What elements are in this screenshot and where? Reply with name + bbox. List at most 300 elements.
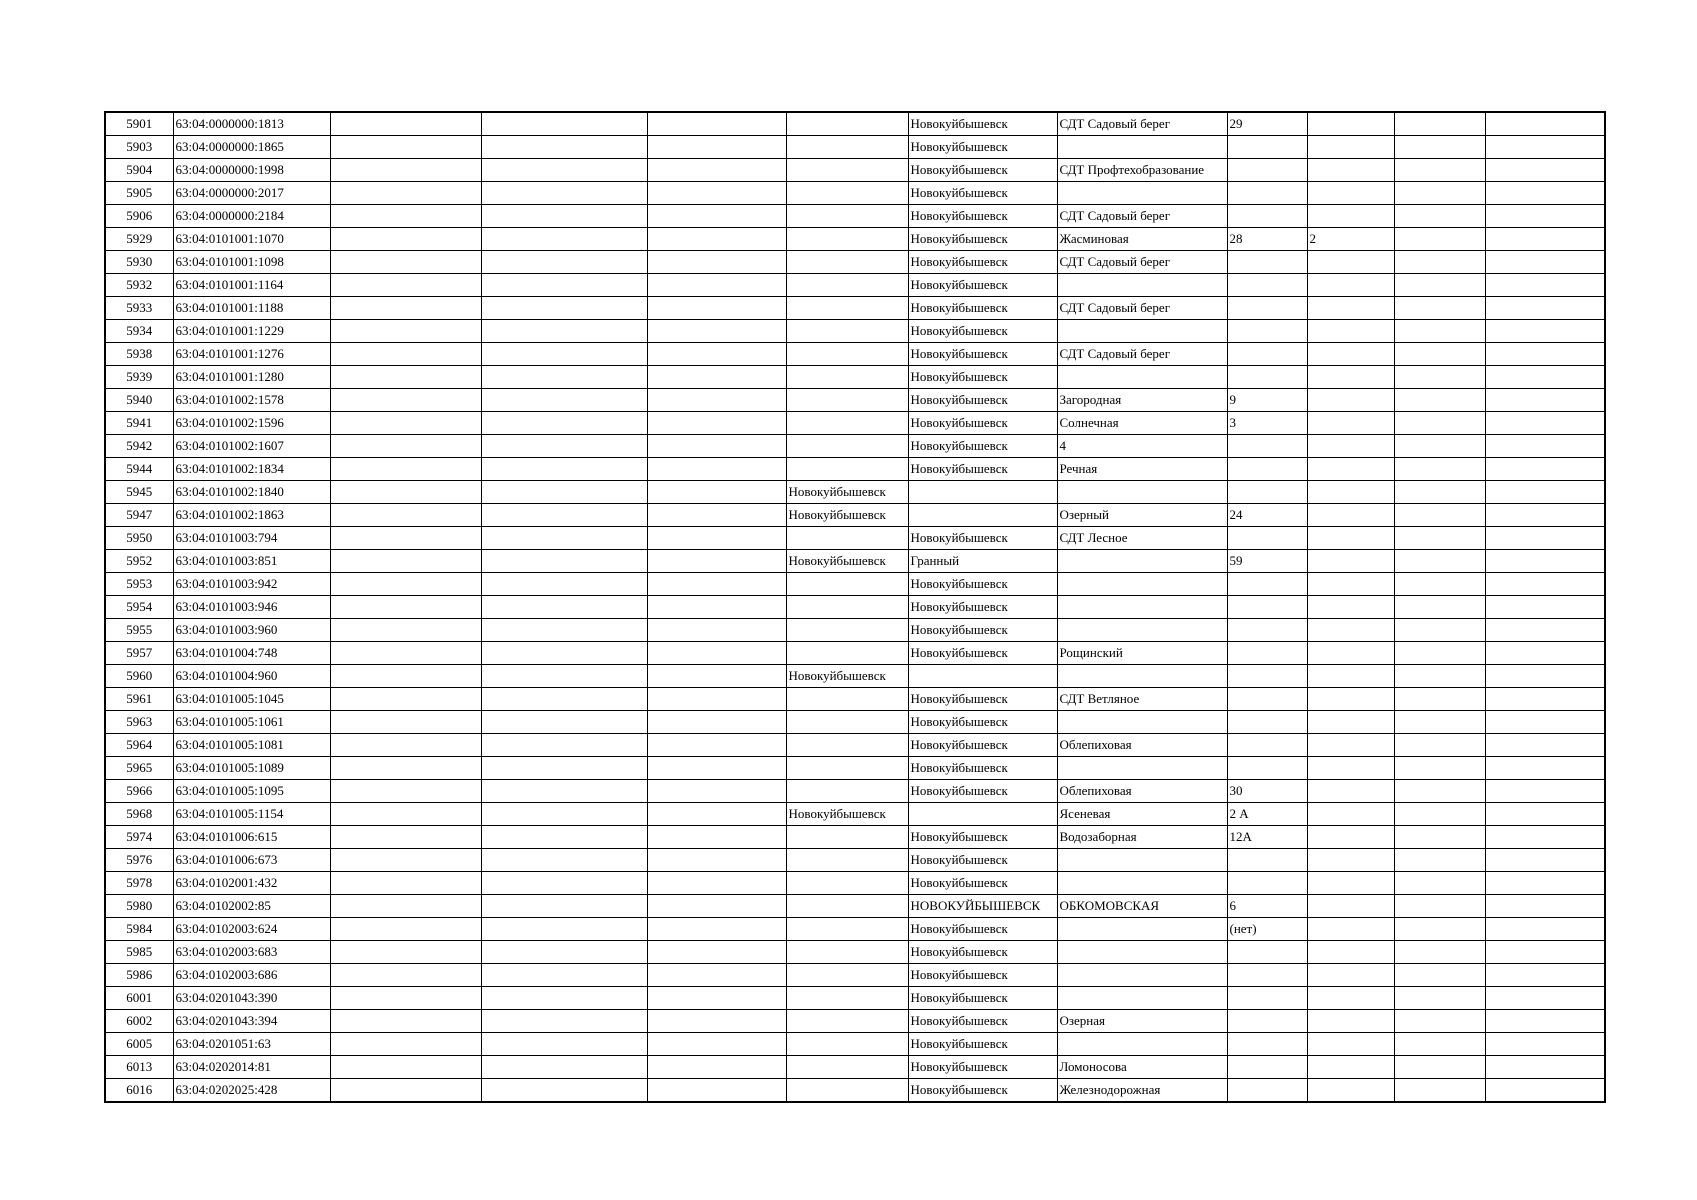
street-cell — [1057, 711, 1227, 734]
column-12-cell — [1485, 849, 1605, 872]
cadastral-number-cell: 63:04:0101002:1834 — [173, 458, 330, 481]
column-6-cell — [786, 964, 908, 987]
column-4-cell — [481, 734, 647, 757]
column-11-cell — [1394, 757, 1485, 780]
column-4-cell — [481, 366, 647, 389]
street-cell: Облепиховая — [1057, 734, 1227, 757]
column-3-cell — [330, 320, 481, 343]
column-3-cell — [330, 412, 481, 435]
column-4-cell — [481, 711, 647, 734]
column-3-cell — [330, 619, 481, 642]
column-5-cell — [647, 1079, 786, 1103]
column-12-cell — [1485, 112, 1605, 136]
column-4-cell — [481, 504, 647, 527]
column-3-cell — [330, 550, 481, 573]
table-row — [105, 826, 1605, 849]
city-cell: Новокуйбышевск — [908, 159, 1057, 182]
column-3-cell — [330, 573, 481, 596]
row-number-cell: 5963 — [105, 711, 173, 734]
cadastral-number-cell: 63:04:0101005:1154 — [173, 803, 330, 826]
column-12-cell — [1485, 1033, 1605, 1056]
table-row — [105, 665, 1605, 688]
building-cell — [1307, 366, 1394, 389]
column-4-cell — [481, 182, 647, 205]
table-row — [105, 504, 1605, 527]
column-4-cell — [481, 458, 647, 481]
table-row — [105, 1079, 1605, 1103]
column-3-cell — [330, 941, 481, 964]
column-4-cell — [481, 550, 647, 573]
column-4-cell — [481, 665, 647, 688]
column-6-cell: Новокуйбышевск — [786, 481, 908, 504]
column-11-cell — [1394, 619, 1485, 642]
row-number-cell: 5966 — [105, 780, 173, 803]
house-number-cell — [1227, 757, 1307, 780]
row-number-cell: 5985 — [105, 941, 173, 964]
building-cell — [1307, 872, 1394, 895]
column-3-cell — [330, 872, 481, 895]
city-cell: Новокуйбышевск — [908, 619, 1057, 642]
column-4-cell — [481, 596, 647, 619]
cadastral-number-cell: 63:04:0101005:1061 — [173, 711, 330, 734]
building-cell — [1307, 251, 1394, 274]
column-12-cell — [1485, 320, 1605, 343]
city-cell: Новокуйбышевск — [908, 205, 1057, 228]
building-cell — [1307, 1010, 1394, 1033]
column-3-cell — [330, 803, 481, 826]
column-12-cell — [1485, 182, 1605, 205]
city-cell: Новокуйбышевск — [908, 343, 1057, 366]
row-number-cell: 5955 — [105, 619, 173, 642]
column-4-cell — [481, 297, 647, 320]
street-cell — [1057, 619, 1227, 642]
cadastral-number-cell: 63:04:0101002:1863 — [173, 504, 330, 527]
column-5-cell — [647, 1033, 786, 1056]
house-number-cell — [1227, 435, 1307, 458]
row-number-cell: 5904 — [105, 159, 173, 182]
column-12-cell — [1485, 826, 1605, 849]
building-cell — [1307, 1056, 1394, 1079]
column-6-cell — [786, 757, 908, 780]
column-3-cell — [330, 665, 481, 688]
table-row — [105, 435, 1605, 458]
column-3-cell — [330, 389, 481, 412]
row-number-cell: 5934 — [105, 320, 173, 343]
column-5-cell — [647, 159, 786, 182]
column-3-cell — [330, 136, 481, 159]
building-cell — [1307, 941, 1394, 964]
column-11-cell — [1394, 412, 1485, 435]
building-cell — [1307, 1079, 1394, 1103]
cadastral-number-cell: 63:04:0101005:1045 — [173, 688, 330, 711]
column-5-cell — [647, 895, 786, 918]
city-cell — [908, 481, 1057, 504]
column-6-cell — [786, 642, 908, 665]
column-12-cell — [1485, 941, 1605, 964]
street-cell — [1057, 964, 1227, 987]
street-cell: Жасминовая — [1057, 228, 1227, 251]
row-number-cell: 5929 — [105, 228, 173, 251]
table-row — [105, 297, 1605, 320]
street-cell: Загородная — [1057, 389, 1227, 412]
column-11-cell — [1394, 826, 1485, 849]
column-11-cell — [1394, 504, 1485, 527]
column-12-cell — [1485, 481, 1605, 504]
column-12-cell — [1485, 159, 1605, 182]
street-cell — [1057, 757, 1227, 780]
building-cell — [1307, 435, 1394, 458]
table-row — [105, 205, 1605, 228]
building-cell — [1307, 297, 1394, 320]
house-number-cell — [1227, 481, 1307, 504]
house-number-cell — [1227, 343, 1307, 366]
street-cell — [1057, 596, 1227, 619]
column-5-cell — [647, 481, 786, 504]
table-row — [105, 481, 1605, 504]
column-12-cell — [1485, 274, 1605, 297]
house-number-cell — [1227, 1010, 1307, 1033]
row-number-cell: 5903 — [105, 136, 173, 159]
house-number-cell: 12А — [1227, 826, 1307, 849]
column-4-cell — [481, 274, 647, 297]
column-5-cell — [647, 550, 786, 573]
cadastral-number-cell: 63:04:0101003:794 — [173, 527, 330, 550]
cadastral-number-cell: 63:04:0102003:683 — [173, 941, 330, 964]
house-number-cell — [1227, 941, 1307, 964]
row-number-cell: 5939 — [105, 366, 173, 389]
building-cell — [1307, 136, 1394, 159]
column-6-cell — [786, 895, 908, 918]
row-number-cell: 5940 — [105, 389, 173, 412]
column-12-cell — [1485, 964, 1605, 987]
column-4-cell — [481, 320, 647, 343]
city-cell: Новокуйбышевск — [908, 274, 1057, 297]
city-cell: Новокуйбышевск — [908, 389, 1057, 412]
building-cell — [1307, 665, 1394, 688]
column-6-cell — [786, 1056, 908, 1079]
column-5-cell — [647, 918, 786, 941]
column-5-cell — [647, 1010, 786, 1033]
column-4-cell — [481, 803, 647, 826]
column-11-cell — [1394, 642, 1485, 665]
cadastral-number-cell: 63:04:0101006:615 — [173, 826, 330, 849]
row-number-cell: 5980 — [105, 895, 173, 918]
house-number-cell: 9 — [1227, 389, 1307, 412]
column-12-cell — [1485, 1010, 1605, 1033]
column-12-cell — [1485, 527, 1605, 550]
table-row — [105, 550, 1605, 573]
table-row — [105, 389, 1605, 412]
cadastral-number-cell: 63:04:0000000:2017 — [173, 182, 330, 205]
column-3-cell — [330, 274, 481, 297]
column-5-cell — [647, 941, 786, 964]
building-cell — [1307, 1033, 1394, 1056]
column-11-cell — [1394, 734, 1485, 757]
house-number-cell: 6 — [1227, 895, 1307, 918]
column-3-cell — [330, 1079, 481, 1103]
street-cell: Железнодорожная — [1057, 1079, 1227, 1103]
column-4-cell — [481, 688, 647, 711]
table-row — [105, 458, 1605, 481]
column-6-cell — [786, 711, 908, 734]
column-11-cell — [1394, 780, 1485, 803]
column-11-cell — [1394, 1010, 1485, 1033]
house-number-cell — [1227, 849, 1307, 872]
column-6-cell — [786, 1033, 908, 1056]
column-4-cell — [481, 964, 647, 987]
table-row — [105, 895, 1605, 918]
house-number-cell — [1227, 1033, 1307, 1056]
house-number-cell: (нет) — [1227, 918, 1307, 941]
column-12-cell — [1485, 412, 1605, 435]
house-number-cell — [1227, 366, 1307, 389]
city-cell — [908, 504, 1057, 527]
cadastral-number-cell: 63:04:0101002:1840 — [173, 481, 330, 504]
column-4-cell — [481, 619, 647, 642]
column-5-cell — [647, 504, 786, 527]
column-12-cell — [1485, 619, 1605, 642]
building-cell — [1307, 458, 1394, 481]
column-11-cell — [1394, 895, 1485, 918]
column-6-cell — [786, 136, 908, 159]
house-number-cell: 29 — [1227, 112, 1307, 136]
column-11-cell — [1394, 665, 1485, 688]
column-5-cell — [647, 573, 786, 596]
building-cell — [1307, 389, 1394, 412]
house-number-cell — [1227, 688, 1307, 711]
column-4-cell — [481, 1079, 647, 1103]
column-3-cell — [330, 826, 481, 849]
column-11-cell — [1394, 136, 1485, 159]
column-5-cell — [647, 366, 786, 389]
building-cell — [1307, 826, 1394, 849]
column-12-cell — [1485, 780, 1605, 803]
city-cell: Новокуйбышевск — [908, 688, 1057, 711]
column-4-cell — [481, 412, 647, 435]
cadastral-number-cell: 63:04:0101004:748 — [173, 642, 330, 665]
city-cell — [908, 665, 1057, 688]
column-11-cell — [1394, 366, 1485, 389]
column-4-cell — [481, 389, 647, 412]
city-cell: Новокуйбышевск — [908, 136, 1057, 159]
column-11-cell — [1394, 251, 1485, 274]
street-cell: 4 — [1057, 435, 1227, 458]
building-cell — [1307, 803, 1394, 826]
house-number-cell: 28 — [1227, 228, 1307, 251]
column-3-cell — [330, 987, 481, 1010]
column-6-cell: Новокуйбышевск — [786, 665, 908, 688]
cadastral-number-cell: 63:04:0000000:1813 — [173, 112, 330, 136]
column-12-cell — [1485, 205, 1605, 228]
column-4-cell — [481, 941, 647, 964]
column-5-cell — [647, 780, 786, 803]
column-4-cell — [481, 1056, 647, 1079]
house-number-cell — [1227, 665, 1307, 688]
cadastral-number-cell: 63:04:0000000:1998 — [173, 159, 330, 182]
column-12-cell — [1485, 895, 1605, 918]
column-11-cell — [1394, 872, 1485, 895]
street-cell: Рощинский — [1057, 642, 1227, 665]
row-number-cell: 5947 — [105, 504, 173, 527]
street-cell — [1057, 941, 1227, 964]
column-11-cell — [1394, 159, 1485, 182]
row-number-cell: 5938 — [105, 343, 173, 366]
column-4-cell — [481, 849, 647, 872]
column-6-cell — [786, 389, 908, 412]
column-6-cell: Новокуйбышевск — [786, 803, 908, 826]
column-5-cell — [647, 228, 786, 251]
column-11-cell — [1394, 182, 1485, 205]
column-11-cell — [1394, 481, 1485, 504]
row-number-cell: 5953 — [105, 573, 173, 596]
column-5-cell — [647, 343, 786, 366]
column-12-cell — [1485, 665, 1605, 688]
street-cell — [1057, 573, 1227, 596]
table-row — [105, 1010, 1605, 1033]
column-12-cell — [1485, 366, 1605, 389]
cadastral-number-cell: 63:04:0101001:1164 — [173, 274, 330, 297]
house-number-cell: 59 — [1227, 550, 1307, 573]
row-number-cell: 6013 — [105, 1056, 173, 1079]
house-number-cell — [1227, 734, 1307, 757]
row-number-cell: 5978 — [105, 872, 173, 895]
house-number-cell — [1227, 1079, 1307, 1103]
cadastral-number-cell: 63:04:0101003:851 — [173, 550, 330, 573]
cadastral-number-cell: 63:04:0101006:673 — [173, 849, 330, 872]
column-11-cell — [1394, 343, 1485, 366]
column-11-cell — [1394, 573, 1485, 596]
row-number-cell: 5960 — [105, 665, 173, 688]
building-cell — [1307, 757, 1394, 780]
city-cell: Новокуйбышевск — [908, 642, 1057, 665]
column-11-cell — [1394, 274, 1485, 297]
building-cell: 2 — [1307, 228, 1394, 251]
column-5-cell — [647, 757, 786, 780]
column-12-cell — [1485, 458, 1605, 481]
column-11-cell — [1394, 918, 1485, 941]
column-4-cell — [481, 573, 647, 596]
table-body — [105, 112, 1605, 1102]
column-3-cell — [330, 182, 481, 205]
row-number-cell: 5930 — [105, 251, 173, 274]
city-cell: Новокуйбышевск — [908, 320, 1057, 343]
column-12-cell — [1485, 136, 1605, 159]
column-6-cell — [786, 435, 908, 458]
column-12-cell — [1485, 228, 1605, 251]
street-cell — [1057, 987, 1227, 1010]
column-6-cell — [786, 527, 908, 550]
column-3-cell — [330, 688, 481, 711]
street-cell — [1057, 665, 1227, 688]
row-number-cell: 5944 — [105, 458, 173, 481]
city-cell: Новокуйбышевск — [908, 182, 1057, 205]
column-4-cell — [481, 527, 647, 550]
column-3-cell — [330, 251, 481, 274]
city-cell: Новокуйбышевск — [908, 826, 1057, 849]
street-cell: СДТ Профтехобразование — [1057, 159, 1227, 182]
column-5-cell — [647, 182, 786, 205]
row-number-cell: 5952 — [105, 550, 173, 573]
column-5-cell — [647, 642, 786, 665]
row-number-cell: 5932 — [105, 274, 173, 297]
column-3-cell — [330, 1033, 481, 1056]
column-11-cell — [1394, 596, 1485, 619]
column-12-cell — [1485, 1056, 1605, 1079]
column-6-cell — [786, 596, 908, 619]
city-cell: Новокуйбышевск — [908, 596, 1057, 619]
building-cell — [1307, 596, 1394, 619]
column-12-cell — [1485, 734, 1605, 757]
building-cell — [1307, 274, 1394, 297]
row-number-cell: 5941 — [105, 412, 173, 435]
column-3-cell — [330, 596, 481, 619]
column-11-cell — [1394, 964, 1485, 987]
building-cell — [1307, 550, 1394, 573]
column-11-cell — [1394, 1056, 1485, 1079]
cadastral-number-cell: 63:04:0102002:85 — [173, 895, 330, 918]
table-row — [105, 849, 1605, 872]
cadastral-number-cell: 63:04:0101001:1188 — [173, 297, 330, 320]
column-3-cell — [330, 895, 481, 918]
house-number-cell — [1227, 619, 1307, 642]
row-number-cell: 6002 — [105, 1010, 173, 1033]
house-number-cell — [1227, 1056, 1307, 1079]
city-cell: Новокуйбышевск — [908, 757, 1057, 780]
column-6-cell: Новокуйбышевск — [786, 504, 908, 527]
column-11-cell — [1394, 389, 1485, 412]
column-4-cell — [481, 228, 647, 251]
street-cell — [1057, 366, 1227, 389]
column-6-cell: Новокуйбышевск — [786, 550, 908, 573]
column-5-cell — [647, 435, 786, 458]
column-11-cell — [1394, 849, 1485, 872]
cadastral-number-cell: 63:04:0101005:1089 — [173, 757, 330, 780]
street-cell: СДТ Садовый берег — [1057, 251, 1227, 274]
street-cell: СДТ Ветляное — [1057, 688, 1227, 711]
column-11-cell — [1394, 435, 1485, 458]
cadastral-number-cell: 63:04:0101002:1607 — [173, 435, 330, 458]
column-6-cell — [786, 343, 908, 366]
city-cell: Новокуйбышевск — [908, 527, 1057, 550]
column-4-cell — [481, 826, 647, 849]
column-12-cell — [1485, 389, 1605, 412]
street-cell — [1057, 550, 1227, 573]
column-5-cell — [647, 136, 786, 159]
street-cell — [1057, 872, 1227, 895]
row-number-cell: 5961 — [105, 688, 173, 711]
column-11-cell — [1394, 228, 1485, 251]
building-cell — [1307, 159, 1394, 182]
column-6-cell — [786, 159, 908, 182]
cadastral-number-cell: 63:04:0000000:2184 — [173, 205, 330, 228]
building-cell — [1307, 527, 1394, 550]
street-cell: СДТ Садовый берег — [1057, 205, 1227, 228]
house-number-cell: 24 — [1227, 504, 1307, 527]
column-5-cell — [647, 734, 786, 757]
column-12-cell — [1485, 573, 1605, 596]
building-cell — [1307, 987, 1394, 1010]
house-number-cell: 3 — [1227, 412, 1307, 435]
column-11-cell — [1394, 987, 1485, 1010]
table-row — [105, 159, 1605, 182]
column-6-cell — [786, 251, 908, 274]
row-number-cell: 5942 — [105, 435, 173, 458]
column-12-cell — [1485, 872, 1605, 895]
column-4-cell — [481, 112, 647, 136]
cadastral-number-cell: 63:04:0102003:624 — [173, 918, 330, 941]
column-3-cell — [330, 159, 481, 182]
table-row — [105, 412, 1605, 435]
